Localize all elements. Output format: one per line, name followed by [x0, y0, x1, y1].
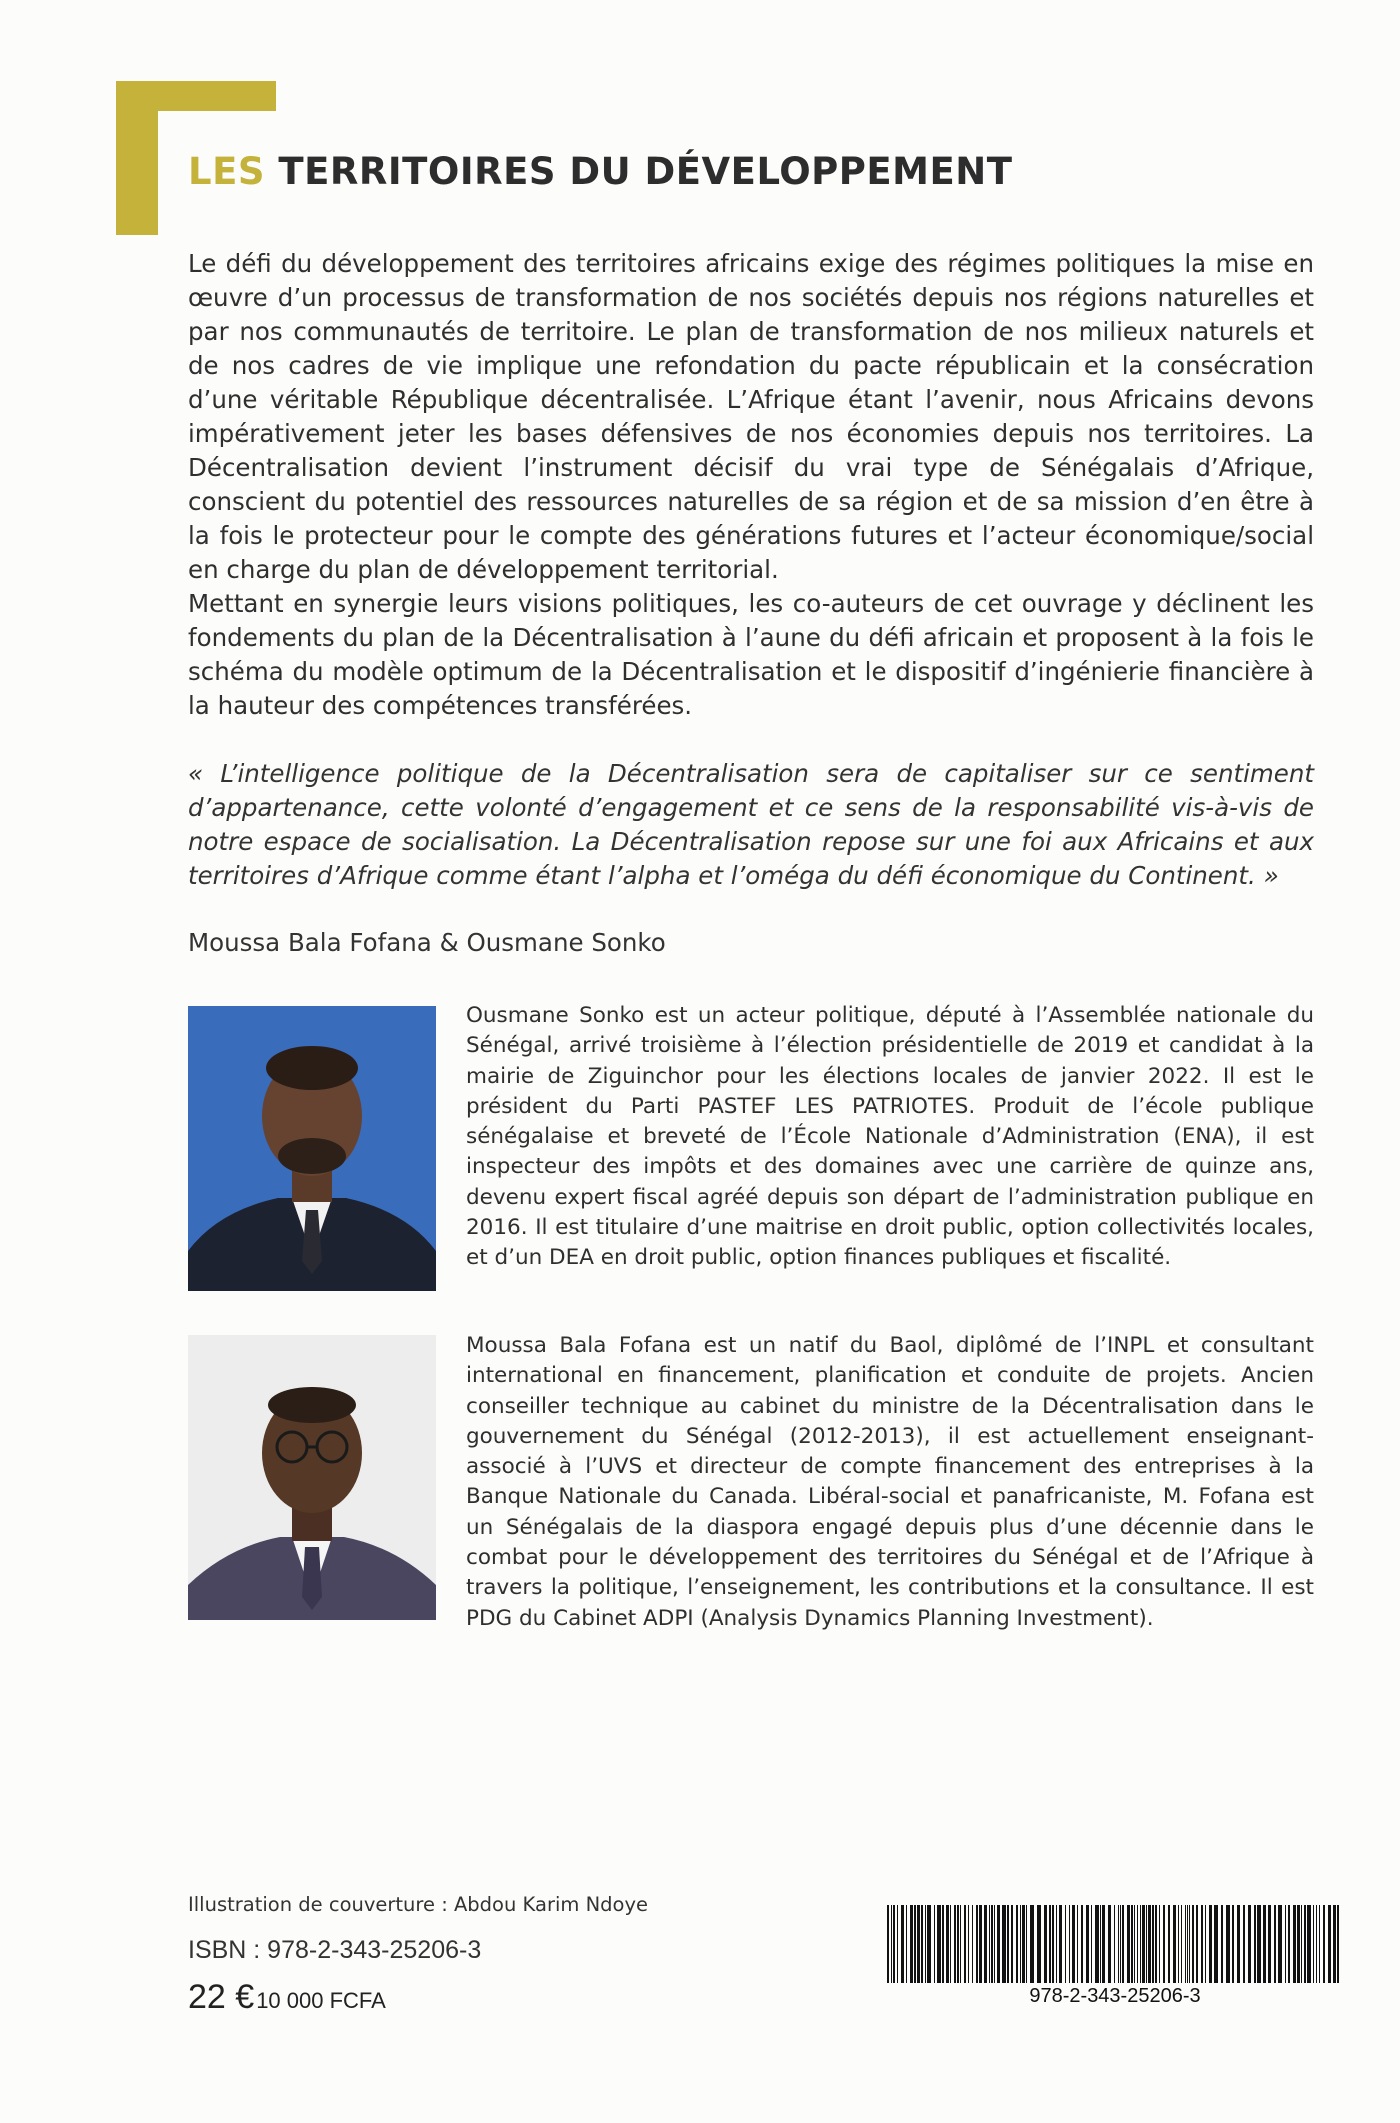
barcode-bar — [1022, 1905, 1025, 1983]
barcode-bar — [1196, 1905, 1198, 1983]
barcode-bar — [887, 1905, 889, 1983]
barcode-bar — [906, 1905, 907, 1983]
barcode-bar — [1181, 1905, 1182, 1983]
barcode-bar — [1127, 1905, 1130, 1983]
barcode-bar — [1056, 1905, 1057, 1983]
accent-bracket-side — [116, 81, 158, 235]
barcode-bar — [979, 1905, 982, 1983]
barcode-bar — [1146, 1905, 1147, 1983]
title-main: TERRITOIRES DU DÉVELOPPEMENT — [278, 150, 1013, 193]
barcode-bar — [917, 1905, 920, 1983]
barcode-bar — [1209, 1905, 1212, 1983]
barcode-bar — [991, 1905, 993, 1983]
barcode-bar — [984, 1905, 987, 1983]
barcode-bar — [910, 1905, 913, 1983]
barcode-bar — [1163, 1905, 1165, 1983]
barcode-bar — [1002, 1905, 1006, 1983]
barcode-bar — [1178, 1905, 1179, 1983]
barcode-bar — [1323, 1905, 1325, 1983]
barcode-bar — [957, 1905, 959, 1983]
barcode-bar — [1205, 1905, 1206, 1983]
barcode-bar — [1221, 1905, 1223, 1983]
barcode-bar — [1152, 1905, 1154, 1983]
barcode-bar — [1122, 1905, 1124, 1983]
barcode-bar — [960, 1905, 961, 1983]
barcode-bar — [1185, 1905, 1186, 1983]
barcode-bar — [1037, 1905, 1041, 1983]
author-photo-sonko — [188, 1006, 436, 1291]
barcode-bar — [1052, 1905, 1054, 1983]
bio-sonko: Ousmane Sonko est un acteur politique, député à l’Assemblée nationale du Sénégal, arrivé troisième à l’élection présidentielle de 2019 et candidat à la mairie de Ziguinchor pour les élections locales de janvier 2022. Il est le président du Parti PASTEF LES PATRIOTES. Produit de l’école publique sénégalaise et breveté de l’École Nationale d’Administration (ENA), il est inspecteur des impôts et des domaines avec une carrière de quinze ans, devenu expert fiscal agréé depuis son départ de l’administration publique en 2016. Il est titulaire d’une maitrise en droit public, option collectivités locales, et d’un DEA en droit public, option finances publiques et fiscalité. — [466, 1003, 1314, 1271]
barcode-bar — [934, 1905, 935, 1983]
book-title — [188, 150, 1012, 193]
barcode-bar — [1285, 1905, 1286, 1983]
barcode-bar — [1293, 1905, 1296, 1983]
bio-fofana: Moussa Bala Fofana est un natif du Baol, diplômé de l’INPL et consultant international en financement, planification et conduite de projets. Ancien conseiller technique au cabinet du ministre de la Décentralisation dans le gouvernement du Sénégal (2012-2013), il est actuellement enseignant-associé à l’UVS et directeur de compte financement des entreprises à la Banque Nationale du Canada. Libéral-social et panafricaniste, M. Fofana est un Sénégalais de la diaspora engagé depuis plus d’une décennie dans le combat pour le développement des territoires du Sénégal et de l’Afrique à travers la politique, l’enseignement, les contributions et la consultance. Il est PDG du Cabinet ADPI (Analysis Dynamics Planning Investment). — [466, 1333, 1314, 1631]
barcode-bar — [1319, 1905, 1320, 1983]
barcode-bar — [1214, 1905, 1218, 1983]
barcode-bar — [925, 1905, 926, 1983]
barcode-bar — [1131, 1905, 1133, 1983]
barcode-bar — [1278, 1905, 1282, 1983]
barcode-bar — [1155, 1905, 1157, 1983]
barcode-bar — [972, 1905, 973, 1983]
barcode-bar — [1011, 1905, 1013, 1983]
authors-line: Moussa Bala Fofana & Ousmane Sonko — [188, 928, 666, 957]
barcode-bar — [1316, 1905, 1317, 1983]
barcode-bar — [1026, 1905, 1027, 1983]
barcode-number: 978-2-343-25206-3 — [1029, 1985, 1201, 2007]
barcode-bar — [1120, 1905, 1121, 1983]
barcode-bar — [921, 1905, 923, 1983]
barcode-bar — [1065, 1905, 1066, 1983]
barcode-bar — [1072, 1905, 1075, 1983]
barcode-bar — [946, 1905, 949, 1983]
author-photo-fofana — [188, 1335, 436, 1620]
barcode-bar — [1173, 1905, 1176, 1983]
barcode-bar — [1226, 1905, 1230, 1983]
barcode-bar — [1159, 1905, 1160, 1983]
barcode-bar — [1137, 1905, 1138, 1983]
barcode-bar — [1168, 1905, 1170, 1983]
title-accent-word: LES — [188, 150, 265, 193]
barcode-bar — [1301, 1905, 1302, 1983]
barcode-bar — [893, 1905, 895, 1983]
barcode-bar — [1044, 1905, 1047, 1983]
isbn-line: ISBN : 978-2-343-25206-3 — [188, 1936, 482, 1964]
barcode-bar — [897, 1905, 898, 1983]
barcode-bar — [976, 1905, 978, 1983]
barcode-bar — [1288, 1905, 1290, 1983]
barcode-bar — [1274, 1905, 1276, 1983]
barcode-bar — [1102, 1905, 1105, 1983]
barcode-bar — [1297, 1905, 1300, 1983]
barcode-bar — [968, 1905, 969, 1983]
barcode-bar — [1328, 1905, 1331, 1983]
barcode-bar — [1030, 1905, 1034, 1983]
barcode-bar — [914, 1905, 916, 1983]
barcode-bar — [1142, 1905, 1145, 1983]
barcode-bar — [1100, 1905, 1101, 1983]
price-euro: 22 € — [188, 1978, 255, 2016]
barcode-bar — [1337, 1905, 1339, 1983]
barcode-bar — [1020, 1905, 1021, 1983]
barcode-bar — [891, 1905, 892, 1983]
barcode-bar — [950, 1905, 951, 1983]
barcode-bar — [994, 1905, 995, 1983]
barcode-bar — [942, 1905, 944, 1983]
blurb-paragraph-1: Le défi du développement des territoires africains exige des régimes politiques la mise en œuvre d’un processus de transformation de nos sociétés depuis nos régions naturelles et par nos communautés de territoire. Le plan de transformation de nos milieux naturels et de nos cadres de vie implique une refondation du pacte républicain et la consécration d’une véritable République décentralisée. L’Afrique étant l’avenir, nous Africains devons impérativement jeter les bases défensives de nos économies depuis nos territoires. La Décentralisation devient l’instrument décisif du vrai type de Sénégalais d’Afrique, conscient du potentiel des ressources naturelles de sa région et de sa mission d’en être à la fois le protecteur pour le compte des générations futures et l’acteur économique/social en charge du plan de développement territorial. — [188, 249, 1314, 584]
blurb-paragraph-2: Mettant en synergie leurs visions politiques, les co-auteurs de cet ouvrage y déclinent les fondements du plan de la Décentralisation à l’aune du défi africain et proposent à la fois le schéma du modèle optimum de la Décentralisation et le dispositif d’ingénierie financière à la hauteur des compétences transférées. — [188, 589, 1314, 720]
barcode-bar — [1192, 1905, 1194, 1983]
price-fcfa: 10 000 FCFA — [256, 1988, 386, 2013]
barcode-bar — [1081, 1905, 1083, 1983]
barcode-bar — [1118, 1905, 1119, 1983]
barcode-bar — [1307, 1905, 1311, 1983]
barcode-bar — [1049, 1905, 1051, 1983]
barcode-bar — [1086, 1905, 1089, 1983]
barcode-bar — [1254, 1905, 1256, 1983]
cover-illustration-credit: Illustration de couverture : Abdou Karim Ndoye — [188, 1893, 649, 1916]
barcode-bar — [1263, 1905, 1266, 1983]
barcode-bar — [901, 1905, 904, 1983]
barcode-bar — [1248, 1905, 1251, 1983]
back-cover-blurb — [188, 247, 1314, 723]
barcode-bar — [989, 1905, 990, 1983]
barcode-bar — [1237, 1905, 1240, 1983]
barcode-bar — [1232, 1905, 1234, 1983]
barcode-bar — [964, 1905, 966, 1983]
barcode-bar — [1304, 1905, 1306, 1983]
barcode-bar — [1077, 1905, 1078, 1983]
barcode-bar — [1313, 1905, 1314, 1983]
barcode-bar — [1201, 1905, 1203, 1983]
barcode-bar — [1016, 1905, 1018, 1983]
barcode-bar — [1069, 1905, 1070, 1983]
barcode-bar — [1095, 1905, 1099, 1983]
barcode-bar — [1257, 1905, 1261, 1983]
barcode-bar — [1108, 1905, 1111, 1983]
barcode-bar — [1189, 1905, 1190, 1983]
barcode-bar — [1148, 1905, 1151, 1983]
barcode-bar — [937, 1905, 941, 1983]
barcode-bar — [927, 1905, 931, 1983]
barcode-bar — [1059, 1905, 1062, 1983]
barcode-bar — [1333, 1905, 1336, 1983]
barcode-bar — [1187, 1905, 1188, 1983]
barcode-bar — [1140, 1905, 1141, 1983]
barcode-bar — [1007, 1905, 1009, 1983]
barcode-bar — [1134, 1905, 1135, 1983]
barcode-bar — [1268, 1905, 1271, 1983]
barcode-bar — [954, 1905, 956, 1983]
barcode-bar — [1114, 1905, 1115, 1983]
author-quote: « L’intelligence politique de la Décentralisation sera de capitaliser sur ce sentiment d’appartenance, cette volonté d’engagement et ce sens de la responsabilité vis-à-vis de notre espace de socialisation. La Décentralisation repose sur une foi aux Africains et aux territoires d’Afrique comme étant l’alpha et l’oméga du défi économique du Continent. » — [188, 759, 1314, 890]
barcode-bar — [1243, 1905, 1245, 1983]
barcode-bar — [997, 1905, 1000, 1983]
price-line — [188, 1978, 386, 2017]
barcode-bar — [1091, 1905, 1092, 1983]
